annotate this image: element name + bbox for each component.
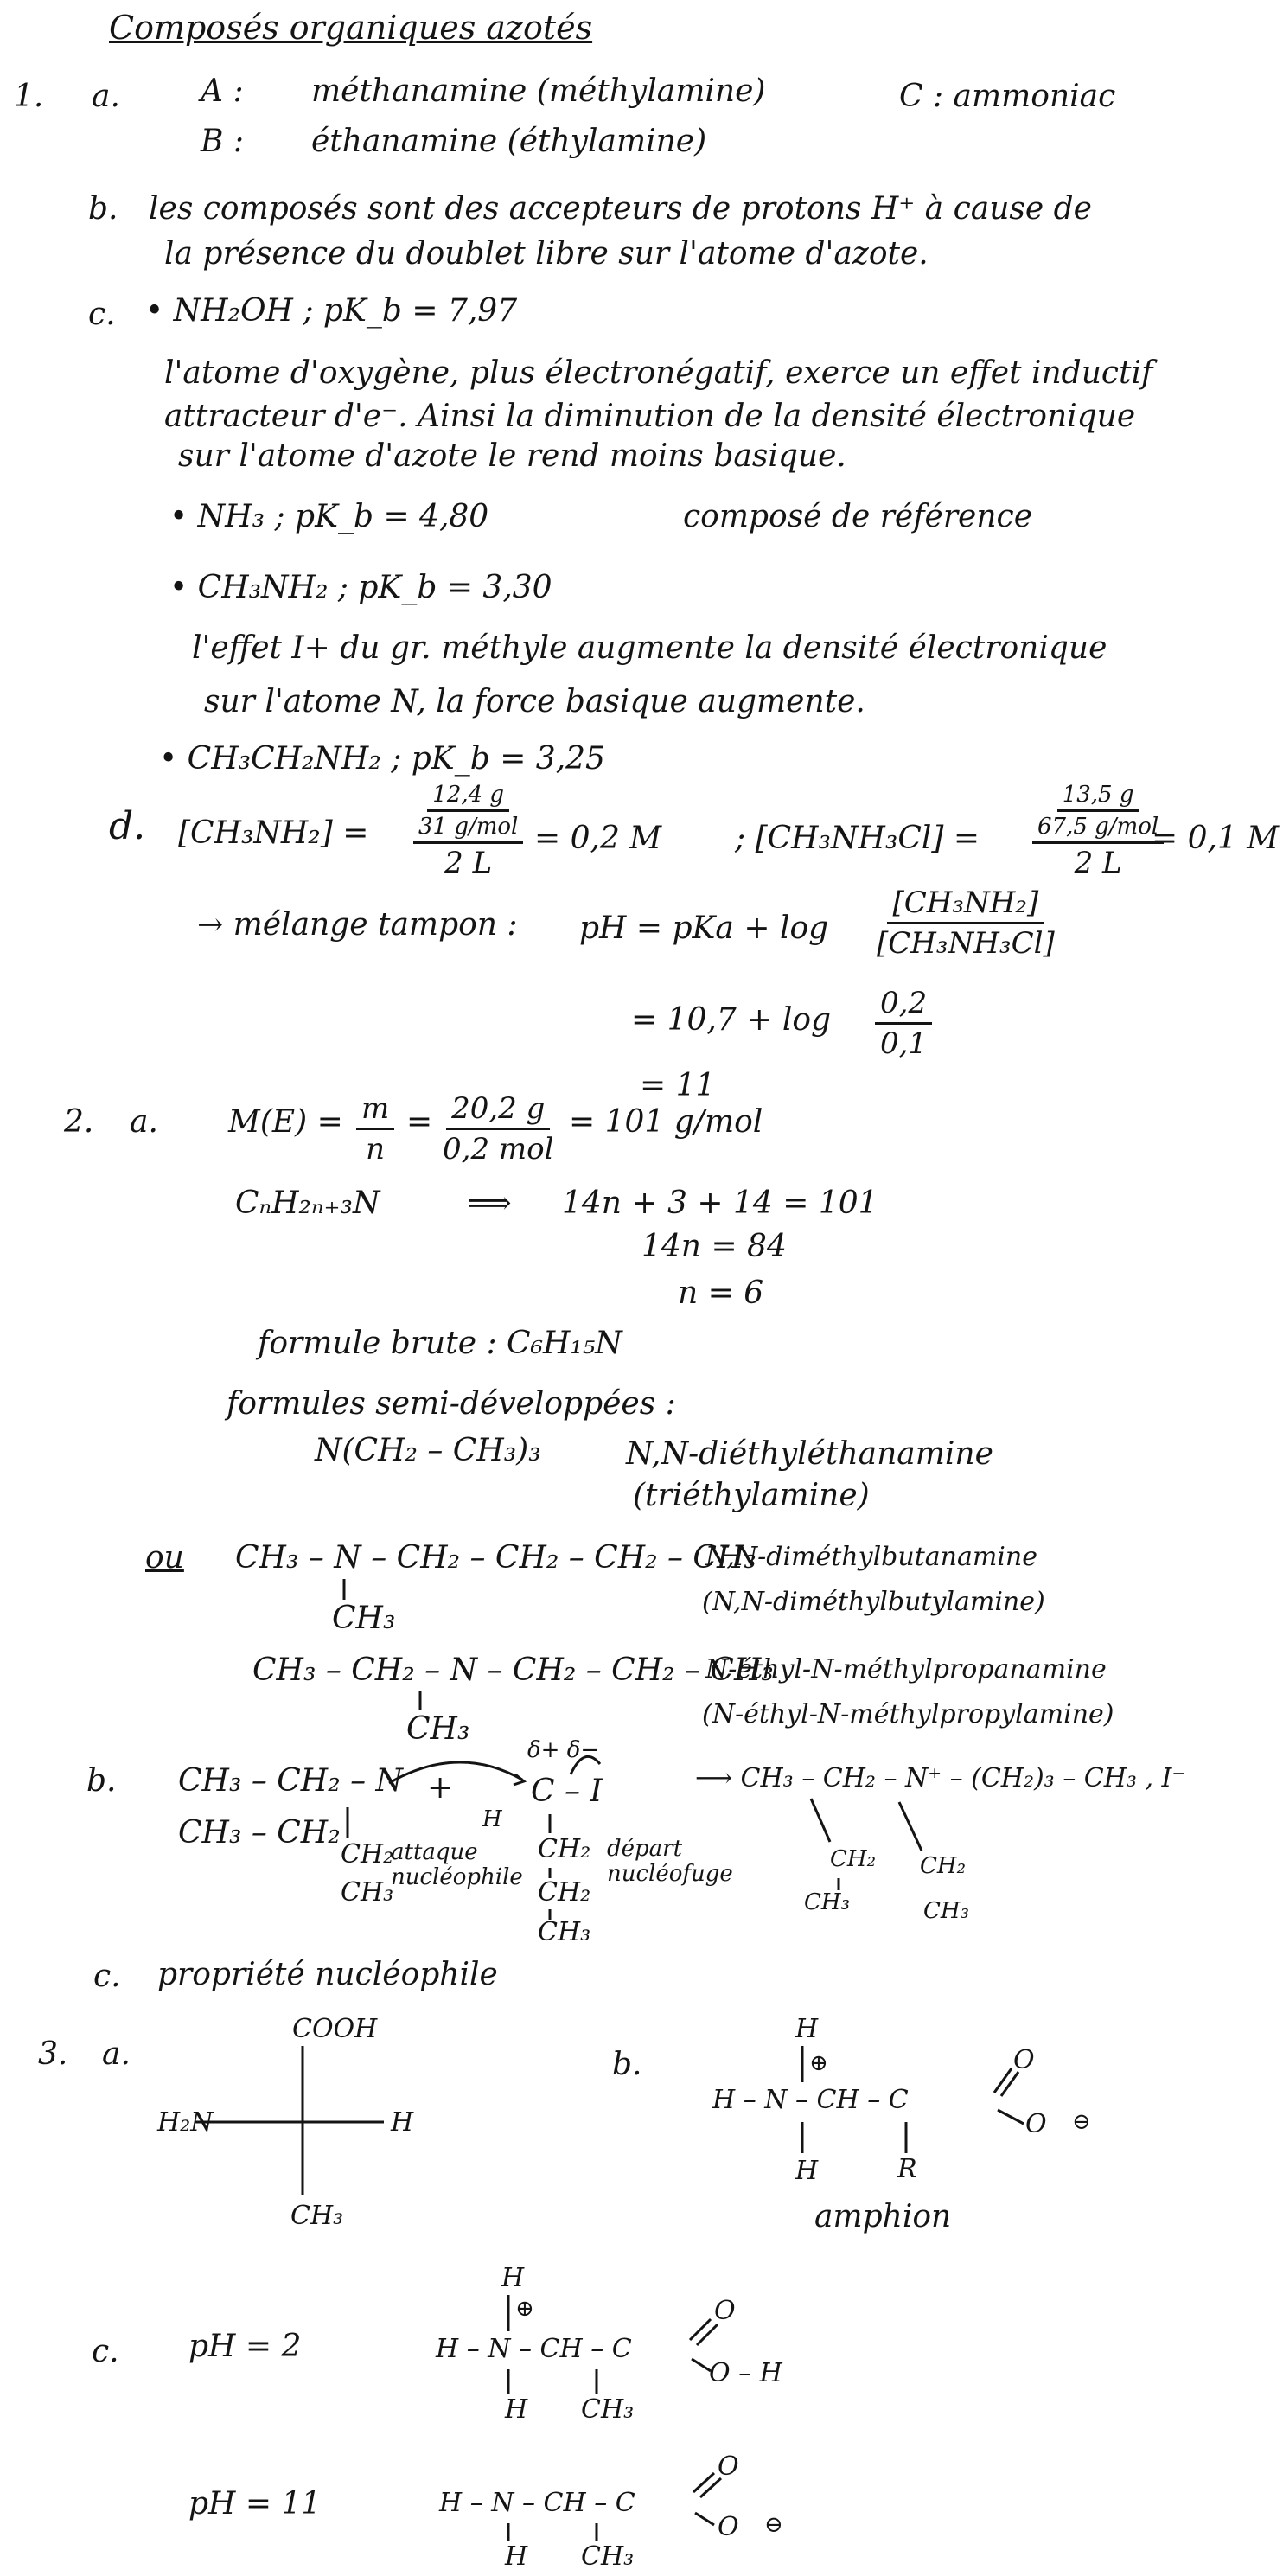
q1d-c2-molar-mass: 67,5 g/mol xyxy=(1037,814,1159,840)
q1c-item4: • CH₃CH₂NH₂ ; pK_b = 3,25 xyxy=(159,741,605,777)
q2b-attack-label: attaque nucléophile xyxy=(391,1839,523,1890)
q1c-item2: • NH₃ ; pK_b = 4,80 xyxy=(169,499,489,534)
q2b-plus: + xyxy=(427,1770,454,1806)
q3b-label: b. xyxy=(612,2047,642,2082)
q3b-bottom-h: H xyxy=(795,2156,819,2186)
q3c-s1-bottom-h: H xyxy=(505,2394,528,2425)
q1a-A-label: A : xyxy=(201,74,244,109)
q3c-label: c. xyxy=(92,2334,119,2369)
q3c-s1-o-bottom: O – H xyxy=(709,2358,782,2388)
q2b-product-sub1: CH₂ xyxy=(830,1846,876,1872)
q1d-c2-fraction xyxy=(1032,782,1164,880)
q2a-M-result: = 101 g/mol xyxy=(569,1104,763,1140)
q3a-left: H₂N xyxy=(157,2107,214,2138)
q3b-bottom-r: R xyxy=(897,2154,917,2184)
q1c-item1: • NH₂OH ; pK_b = 7,97 xyxy=(145,293,518,329)
q2a-or: ou xyxy=(145,1540,184,1576)
q3c-s2-main: H – N – CH – C xyxy=(439,2488,635,2518)
q1d-c1-fraction xyxy=(413,782,523,880)
q2-number: 2. xyxy=(64,1104,94,1140)
q2a-M-lhs: M(E) = xyxy=(228,1104,343,1140)
q1b-line2: la présence du doublet libre sur l'atome d'azote. xyxy=(164,236,929,272)
q2a-f2-sub: CH₃ xyxy=(332,1601,396,1636)
q3b-plus-charge: ⊕ xyxy=(809,2050,828,2076)
q2b-product-sub3: CH₂ xyxy=(920,1853,966,1879)
ph11-c-o-single-bond xyxy=(695,2513,714,2525)
q2a-f2-name: N,N-diméthylbutanamine xyxy=(705,1542,1037,1572)
q1d-ph-result: = 11 xyxy=(640,1068,716,1103)
q3c-ph2-label: pH = 2 xyxy=(188,2329,302,2364)
q2b-halide-h: H xyxy=(482,1806,502,1832)
q2a-eq2: 14n = 84 xyxy=(642,1229,787,1264)
q3c-s2-bottom-h: H xyxy=(505,2541,528,2572)
q1d-ph-step2-ratio xyxy=(875,986,932,1061)
q3a-right: H xyxy=(391,2107,414,2138)
zwitterion-c-o-double-bond xyxy=(994,2068,1012,2093)
q3c-s2-o-top: O xyxy=(718,2451,739,2482)
q1d-c2-lhs: ; [CH₃NH₃Cl] = xyxy=(735,821,980,856)
q1d-ph-step2-den: 0,1 xyxy=(880,1026,928,1061)
q3a-top: COOH xyxy=(292,2014,378,2044)
q3c-s1-bottom-ch3: CH₃ xyxy=(581,2394,635,2425)
attack-arrow-head xyxy=(514,1774,524,1785)
q2c-text: propriété nucléophile xyxy=(157,1957,498,1992)
q3c-s1-o-top: O xyxy=(714,2296,736,2326)
q3b-caption: amphion xyxy=(814,2199,952,2234)
q2a-eq3: n = 6 xyxy=(678,1275,764,1311)
q1c-text1-line1: l'atome d'oxygène, plus électronégatif, exerce un effet inductif xyxy=(164,355,1153,391)
q3a-bottom: CH₃ xyxy=(290,2201,344,2231)
q1a-A-name: méthanamine (méthylamine) xyxy=(311,74,766,109)
q2a-f1-name: N,N-diéthyléthanamine xyxy=(626,1436,993,1472)
q2b-amine-left: CH₃ – CH₂ xyxy=(178,1815,341,1851)
q1-number: 1. xyxy=(14,79,44,114)
q2a-f3-formula: CH₃ – CH₂ – N – CH₂ – CH₂ – CH₃ xyxy=(252,1652,774,1688)
q1d-c2-inner-fraction xyxy=(1037,782,1159,840)
q3a-label: a. xyxy=(102,2036,131,2072)
q2b-halide: C – I xyxy=(531,1774,603,1809)
q2a-M-frac1-den: n xyxy=(366,1132,386,1167)
q3b-o-top: O xyxy=(1013,2045,1035,2075)
q1a-label: a. xyxy=(92,79,120,114)
q2b-halide-chain-2: CH₂ xyxy=(538,1877,591,1908)
q1d-c1-inner-fraction xyxy=(418,782,518,840)
q1a-B-label: B : xyxy=(201,124,245,159)
q2a-eq1: 14n + 3 + 14 = 101 xyxy=(562,1186,878,1221)
q2b-halide-chain-3: CH₃ xyxy=(538,1917,591,1947)
q2a-implies-arrow: ⟹ xyxy=(467,1186,512,1221)
q2a-f2-formula: CH₃ – N – CH₂ – CH₂ – CH₂ – CH₃ xyxy=(235,1540,756,1576)
q1d-c2-result: = 0,1 M xyxy=(1152,821,1280,856)
q2a-f1-name2: (triéthylamine) xyxy=(633,1478,870,1513)
q1d-label: d. xyxy=(109,804,146,848)
q2a-M-frac1-num: m xyxy=(356,1091,394,1130)
q2a-M-frac2-den: 0,2 mol xyxy=(443,1132,554,1167)
q2b-label: b. xyxy=(86,1763,117,1799)
q3-number: 3. xyxy=(38,2036,68,2072)
q1d-c1-molar-mass: 31 g/mol xyxy=(418,814,519,840)
q1b-label: b. xyxy=(88,191,118,227)
q2a-M-frac2 xyxy=(443,1091,553,1167)
q1d-c1-result: = 0,2 M xyxy=(534,821,662,856)
q1d-c2-mass: 13,5 g xyxy=(1057,782,1139,812)
q1b-line1: les composés sont des accepteurs de protons H⁺ à cause de xyxy=(149,191,1092,227)
q1c-text3-line2: sur l'atome N, la force basique augmente. xyxy=(204,684,865,719)
q3c-s2-bottom-ch3: CH₃ xyxy=(581,2541,635,2572)
q3c-s1-main: H – N – CH – C xyxy=(436,2334,632,2364)
product-bond-3 xyxy=(899,1802,922,1851)
q1d-c2-volume: 2 L xyxy=(1074,846,1122,880)
q1c-text1-line3: sur l'atome d'azote le rend moins basique. xyxy=(178,438,846,474)
q1c-label: c. xyxy=(88,297,116,332)
q3c-s2-minus-charge: ⊖ xyxy=(764,2512,783,2538)
q3b-top-h: H xyxy=(795,2014,819,2044)
q2a-M-frac2-num: 20,2 g xyxy=(446,1091,550,1130)
q2b-amine-top: CH₃ – CH₂ – N xyxy=(178,1763,404,1799)
zwitterion-c-o-single-bond xyxy=(998,2110,1024,2124)
q2a-f3-name2: (N-éthyl-N-méthylpropylamine) xyxy=(702,1699,1114,1729)
q2a-M-equals: = xyxy=(406,1104,433,1140)
q2a-M-frac1 xyxy=(356,1091,394,1167)
q2a-f3-sub: CH₃ xyxy=(406,1711,470,1747)
q1d-c1-lhs: [CH₃NH₂] = xyxy=(178,815,369,851)
q3b-main: H – N – CH – C xyxy=(712,2085,909,2115)
q3c-s2-o-bottom: O xyxy=(718,2512,739,2542)
q2a-f3-name: N-éthyl-N-méthylpropanamine xyxy=(705,1654,1107,1684)
q3c-s1-top-h: H xyxy=(501,2263,525,2293)
q1c-text3-line1: l'effet I+ du gr. méthyle augmente la densité électronique xyxy=(192,630,1107,666)
q2a-semi-heading: formules semi-développées : xyxy=(227,1386,676,1422)
q1d-ph-step2: = 10,7 + log xyxy=(631,1002,832,1038)
q1a-B-name: éthanamine (éthylamine) xyxy=(311,124,707,159)
page-title: Composés organiques azotés xyxy=(109,9,593,47)
q2a-label: a. xyxy=(130,1104,158,1140)
q2b-amine-bot2: CH₃ xyxy=(341,1877,394,1908)
q1d-c1-volume: 2 L xyxy=(444,846,493,880)
q3c-ph11-label: pH = 11 xyxy=(188,2486,322,2522)
nucleophilic-attack-arrow xyxy=(389,1762,522,1783)
q2b-halide-chain-1: CH₂ xyxy=(538,1834,591,1864)
q1d-ph-ratio-num: [CH₃NH₂] xyxy=(887,885,1044,924)
q2b-amine-bot1: CH₂ xyxy=(341,1839,394,1870)
q2a-general-formula: CₙH₂ₙ₊₃N xyxy=(235,1186,380,1221)
ph2-c-oh-bond xyxy=(692,2359,711,2371)
q1a-C: C : ammoniac xyxy=(899,79,1116,114)
q1d-ph-step2-num: 0,2 xyxy=(875,986,932,1025)
q1c-item3: • CH₃NH₂ ; pK_b = 3,30 xyxy=(169,570,552,605)
product-bond-1 xyxy=(811,1799,830,1842)
q1d-mix-label: → mélange tampon : xyxy=(197,907,518,943)
q3c-s1-plus-charge: ⊕ xyxy=(515,2296,534,2322)
q1d-ph-ratio xyxy=(877,885,1055,961)
ph11-c-o-double-bond xyxy=(693,2473,714,2492)
q1c-item2-note: composé de référence xyxy=(683,499,1033,534)
q2b-product-sub4: CH₃ xyxy=(923,1898,969,1924)
q1d-ph-formula: pH = pKa + log xyxy=(579,911,829,946)
ph2-c-o-double-bond-2 xyxy=(697,2324,718,2345)
q2a-f1-formula: N(CH₂ – CH₃)₃ xyxy=(315,1433,541,1468)
q2b-leaving-label: départ nucléofuge xyxy=(607,1836,733,1887)
q2a-f2-name2: (N,N-diméthylbutylamine) xyxy=(702,1587,1045,1617)
q1d-ph-ratio-den: [CH₃NH₃Cl] xyxy=(877,926,1055,961)
zwitterion-c-o-double-bond-2 xyxy=(1001,2072,1018,2096)
q2b-partial-charges: δ+ δ− xyxy=(527,1737,600,1763)
q1d-c1-mass: 12,4 g xyxy=(427,782,509,812)
q2c-label: c. xyxy=(93,1959,121,1994)
q3b-o-bottom: O xyxy=(1025,2109,1047,2139)
q2b-product-sub2: CH₃ xyxy=(804,1889,850,1915)
ph2-c-o-double-bond xyxy=(690,2319,711,2340)
q3b-minus-charge: ⊖ xyxy=(1072,2109,1091,2135)
q2b-product: ⟶ CH₃ – CH₂ – N⁺ – (CH₂)₃ – CH₃ , I⁻ xyxy=(695,1763,1186,1793)
q2a-raw-formula: formule brute : C₆H₁₅N xyxy=(258,1326,622,1361)
q1c-text1-line2: attracteur d'e⁻. Ainsi la diminution de la densité électronique xyxy=(164,399,1136,434)
